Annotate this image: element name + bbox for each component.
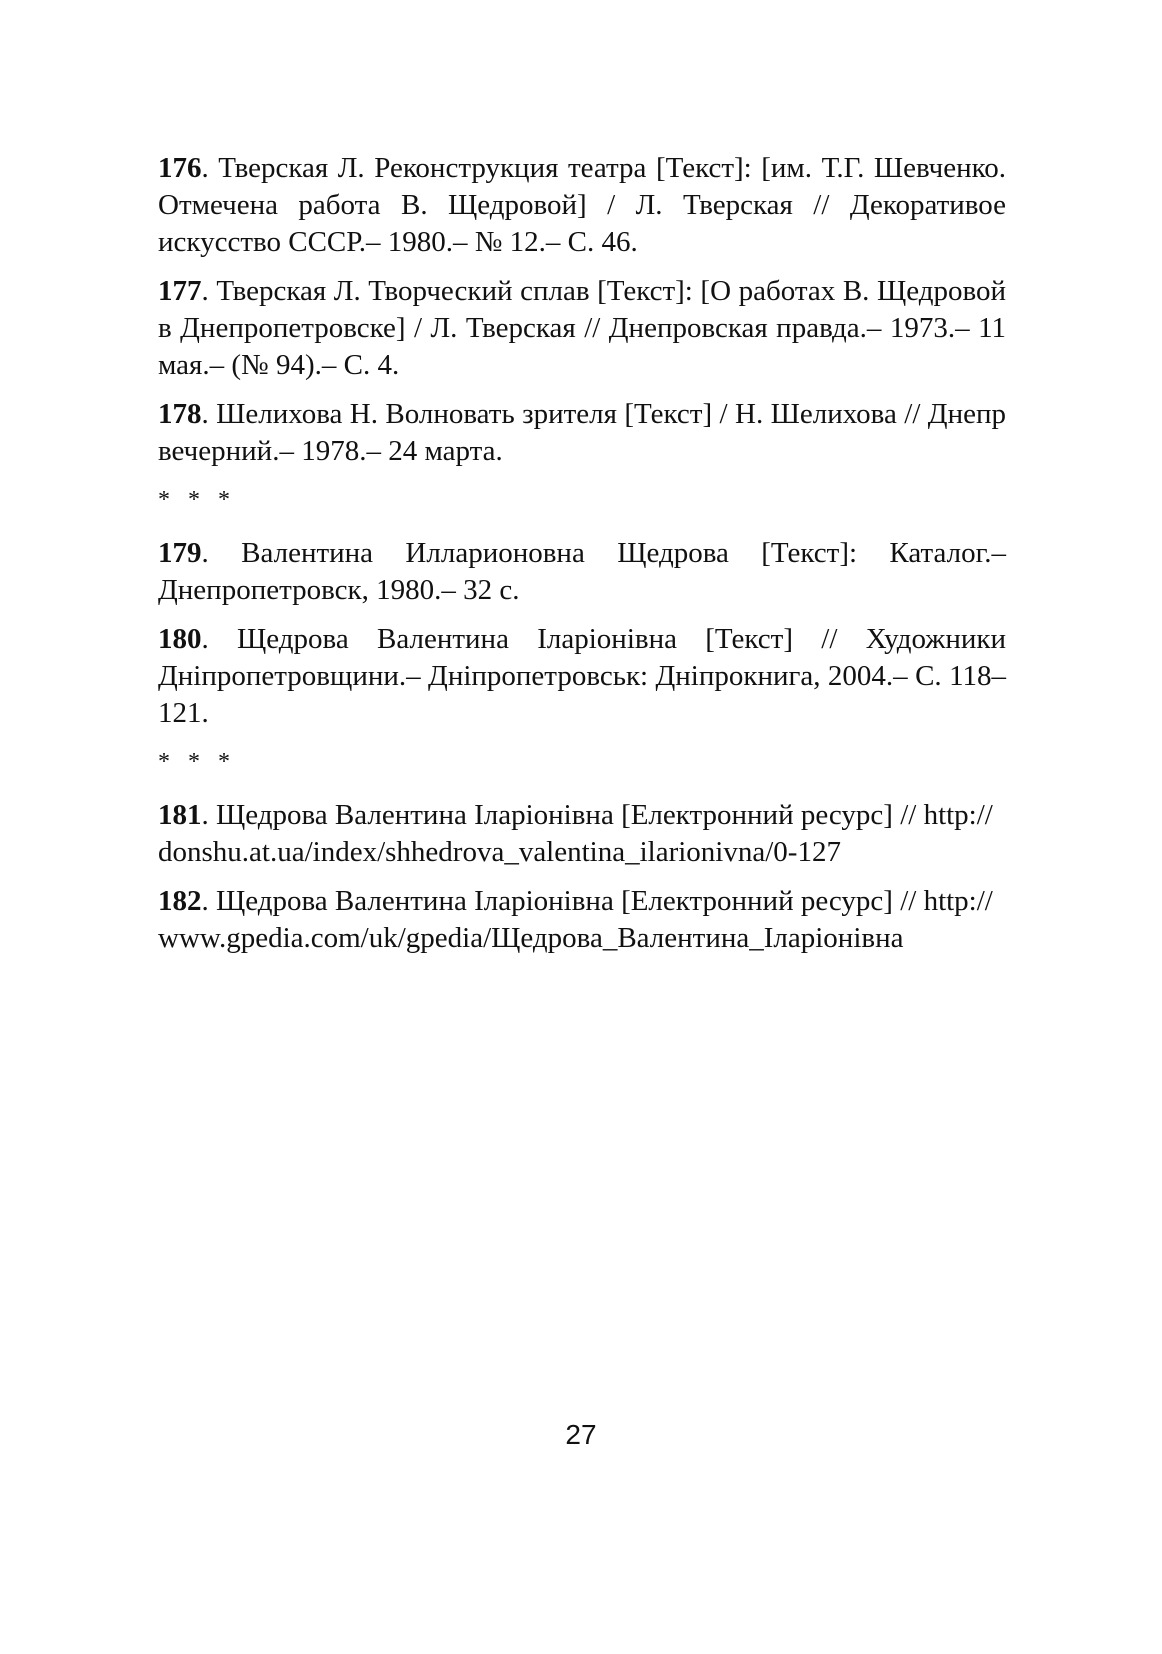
section-separator: * * * <box>158 487 236 513</box>
entry-text: . Шелихова Н. Волновать зрителя [Текст] / Н. Шелихова // Днепр вечерний.– 1978.– 24 марта. <box>158 398 1006 467</box>
entry-number: 181 <box>158 799 202 831</box>
bibliography-entry-182 <box>158 883 1006 957</box>
entry-text: . Тверская Л. Реконструкция театра [Текст]: [им. Т.Г. Шевченко. Отмечена работа В. Щедровой] / Л. Тверская // Декоративое искусство СССР.– 1980.– № 12.– С. 46. <box>158 152 1006 258</box>
entry-text: . Щедрова Валентина Іларіонівна [Текст] // Художники Дніпропетровщини.– Дніпропетровськ: Дніпрокнига, 2004.– С. 118–121. <box>158 623 1006 729</box>
entry-text: . Щедрова Валентина Іларіонівна [Електронний ресурс] // http://www.gpedia.com/uk/gpedia/Щедрова_Валентина_Іларіонівна <box>158 885 993 954</box>
bibliography-entry-179 <box>158 535 1006 609</box>
page-number: 27 <box>565 1419 597 1450</box>
entry-number: 176 <box>158 152 202 184</box>
section-separator: * * * <box>158 749 236 775</box>
entry-text: . Валентина Илларионовна Щедрова [Текст]: Каталог.– Днепропетровск, 1980.– 32 с. <box>158 537 1006 606</box>
entry-text: . Щедрова Валентина Іларіонівна [Електронний ресурс] // http://donshu.at.ua/index/shhedrova_valentina_ilarionivna/0-127 <box>158 799 993 868</box>
bibliography-entry-181 <box>158 797 1006 871</box>
entry-number: 180 <box>158 623 202 655</box>
entry-number: 178 <box>158 398 202 430</box>
bibliography-list <box>158 150 1006 969</box>
entry-number: 177 <box>158 275 202 307</box>
entry-number: 179 <box>158 537 202 569</box>
bibliography-entry-180 <box>158 621 1006 732</box>
bibliography-entry-178 <box>158 396 1006 470</box>
entry-number: 182 <box>158 885 202 917</box>
bibliography-entry-176 <box>158 150 1006 261</box>
entry-text: . Тверская Л. Творческий сплав [Текст]: [О работах В. Щедровой в Днепропетровске] / Л. Тверская // Днепровская правда.– 1973.– 11 мая.– (№ 94).– С. 4. <box>158 275 1006 381</box>
bibliography-entry-177 <box>158 273 1006 384</box>
